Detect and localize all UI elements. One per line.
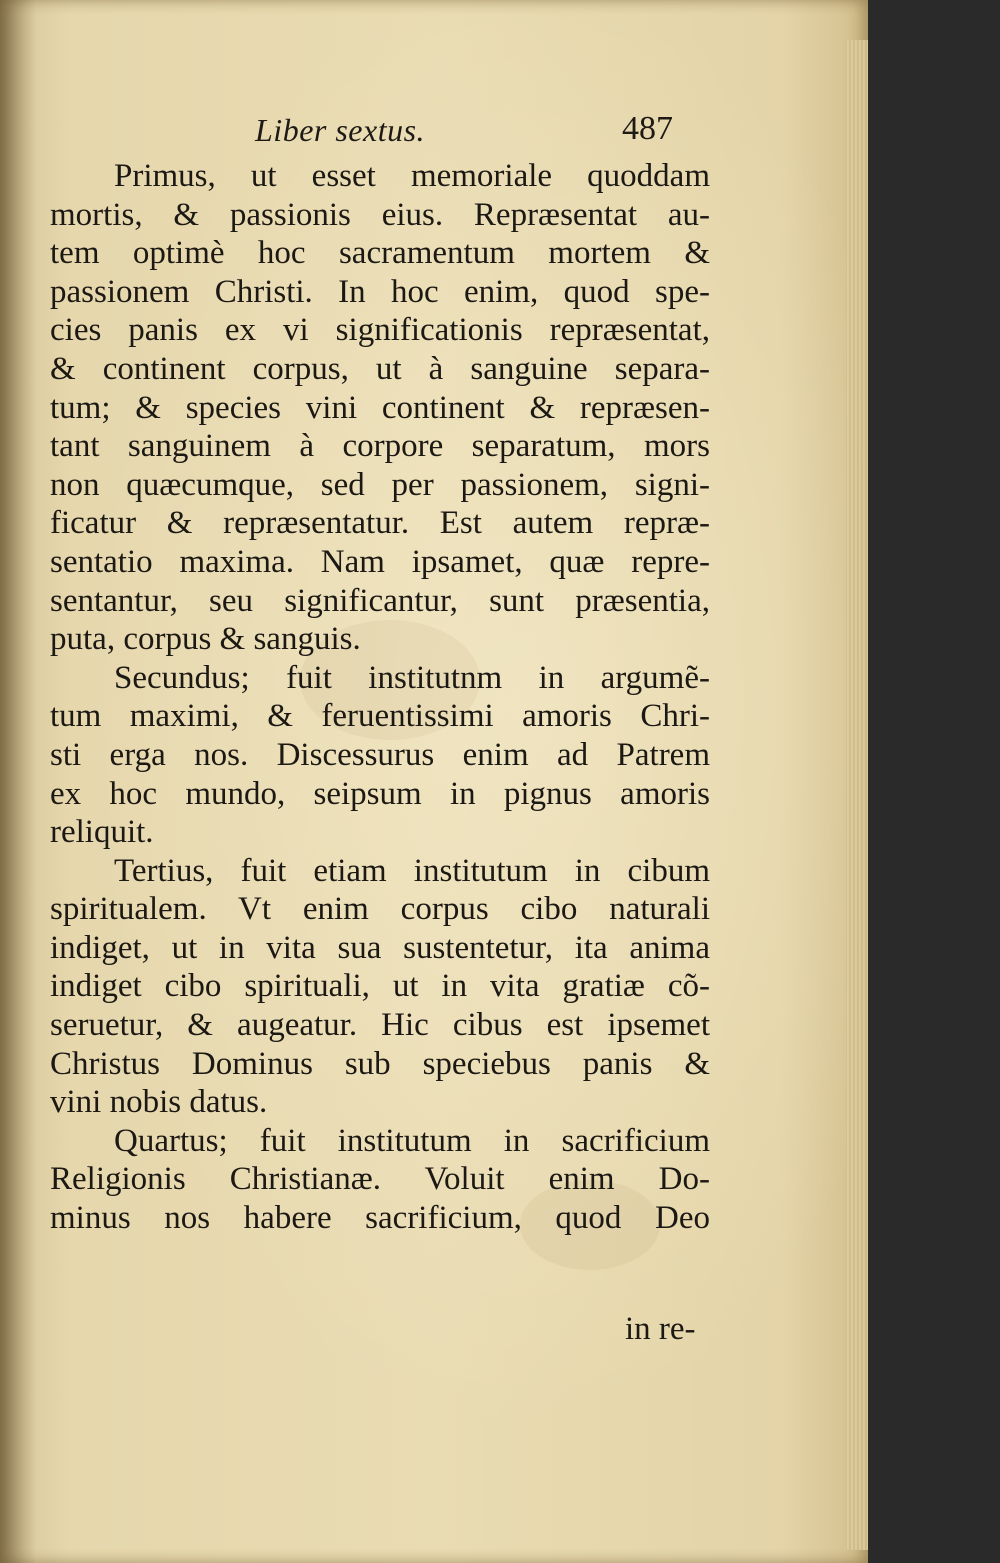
body-text <box>50 157 710 1238</box>
text-line: sentatio maxima. Nam ipsamet, quæ repre- <box>50 543 710 580</box>
running-head: Liber sextus. <box>255 112 426 148</box>
text-line: cies panis ex vi significationis repræsentat, <box>50 312 710 349</box>
text-line: Religionis Christianæ. Voluit enim Do- <box>50 1161 710 1198</box>
text-line: spiritualem. Vt enim corpus cibo naturali <box>50 891 710 928</box>
text-line: Christus Dominus sub speciebus panis & <box>50 1045 710 1082</box>
text-line: ficatur & repræsentatur. Est autem repræ- <box>50 505 710 542</box>
text-line: minus nos habere sacrificium, quod Deo <box>50 1200 710 1237</box>
text-line: tem optimè hoc sacramentum mortem & <box>50 235 710 272</box>
text-line: passionem Christi. In hoc enim, quod spe- <box>50 273 710 310</box>
text-line: tum maximi, & feruentissimi amoris Chri- <box>50 698 710 735</box>
text-line: non quæcumque, sed per passionem, signi- <box>50 466 710 503</box>
text-line: Quartus; fuit institutum in sacrificium <box>114 1122 710 1159</box>
gutter-shadow <box>0 0 36 1563</box>
text-line: Primus, ut esset memoriale quoddam <box>114 158 710 194</box>
page-header <box>0 108 868 158</box>
text-line: indiget cibo spirituali, ut in vita gratiæ cõ- <box>50 968 710 1005</box>
text-line: sentantur, seu significantur, sunt præsentia, <box>50 582 710 619</box>
page-fore-edge <box>846 40 868 1550</box>
text-line: ex hoc mundo, seipsum in pignus amoris <box>50 775 710 812</box>
text-line: mortis, & passionis eius. Repræsentat au- <box>50 196 710 233</box>
text-line: tant sanguinem à corpore separatum, mors <box>50 428 710 465</box>
text-line: Secundus; fuit institutnm in argumẽ- <box>114 659 710 696</box>
text-line: & continent corpus, ut à sanguine separa- <box>50 350 710 387</box>
page-number: 487 <box>622 110 673 147</box>
text-line: Tertius, fuit etiam institutum in cibum <box>114 852 710 889</box>
text-line: reliquit. <box>50 814 154 851</box>
text-line: puta, corpus & sanguis. <box>50 621 361 658</box>
text-line: tum; & species vini continent & repræsen- <box>50 389 710 426</box>
text-line: sti erga nos. Discessurus enim ad Patrem <box>50 736 710 773</box>
catchword: in re- <box>625 1311 696 1347</box>
text-line: indiget, ut in vita sua sustentetur, ita anima <box>50 929 710 966</box>
text-line: vini nobis datus. <box>50 1084 268 1121</box>
text-line: seruetur, & augeatur. Hic cibus est ipsemet <box>50 1007 710 1044</box>
